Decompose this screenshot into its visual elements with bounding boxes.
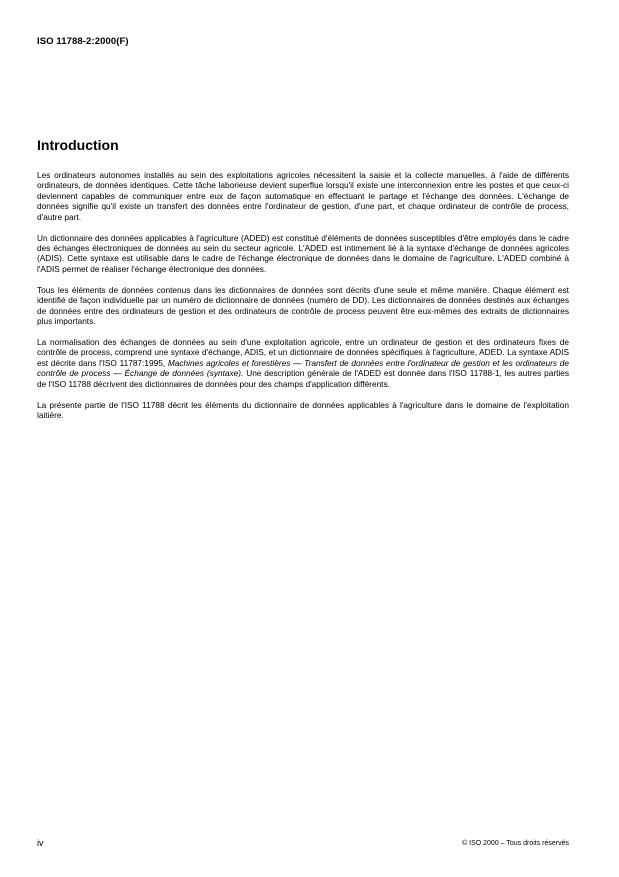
paragraph-5: La présente partie de l'ISO 11788 décrit les éléments du dictionnaire de données applicables à l'agriculture dans le domaine de l'exploitation laitière. [37,399,569,421]
copyright-notice: © ISO 2000 – Tous droits réservés [462,840,569,847]
document-id-header: ISO 11788-2:2000(F) [37,36,129,47]
paragraph-4-text-before: La normalisation des échanges de données au sein d'une exploitation agricole, entre un ordinateur de gestion et des ordinateurs fixes de contrôle de process, comprend une syntaxe d'échange, ADIS, et un dictionnaire de données spécifiques à l'agriculture, ADED. La syntaxe ADIS est décrite dans l'ISO 11787:1995, [37,337,569,368]
paragraph-1: Les ordinateurs autonomes installés au sein des exploitations agricoles nécessitent la saisie et la collecte manuelles, à l'aide de différents ordinateurs, de données identiques. Cette tâche laborieuse devient superflue lorsqu'il existe une interconnexion entre les postes et que ceux-ci deviennent capables de communiquer entre eux de façon automatique en effectuant le partage et l'échange des données. L'échange de données signifie qu'il existe un transfert des données entre l'ordinateur de gestion, d'une part, et chaque ordinateur de contrôle de process, d'autre part. [37,170,569,222]
paragraph-4 [37,337,569,389]
paragraph-4-standard-title: Machines agricoles et forestières — Transfert de données entre l'ordinateur de gestion et les ordinateurs de contrôle de process — Échange de données (syntaxe). [37,357,569,379]
paragraph-3: Tous les éléments de données contenus dans les dictionnaires de données sont décrits d'une seule et même manière. Chaque élément est identifié de façon individuelle par un numéro de dictionnaire de données (numéro de DD). Les dictionnaires de données destinés aux échanges de données entre des ordinateurs de gestion et des ordinateurs de contrôle de process peuvent être eux-mêmes des extraits de dictionnaires plus importants. [37,284,569,327]
paragraph-2: Un dictionnaire des données applicables à l'agriculture (ADED) est constitué d'éléments de données susceptibles d'être employés dans le cadre des échanges électroniques de données au sein du secteur agricole. L'ADED est intimement lié à la syntaxe d'échange de données agricoles (ADIS). Cette syntaxe est utilisable dans le cadre de l'échange électronique de données dans le domaine de l'agriculture. L'ADED combiné à l'ADIS permet de réaliser l'échange électronique des données. [37,232,569,274]
page-number: iv [37,838,44,848]
introduction-body [37,170,569,431]
section-title: Introduction [37,137,119,153]
paragraph-4-text-after: Une description générale de l'ADED est donnée dans l'ISO 11788-1, les autres parties de l'ISO 11788 décrivent des dictionnaires de données pour des champs d'application différents. [37,368,569,389]
